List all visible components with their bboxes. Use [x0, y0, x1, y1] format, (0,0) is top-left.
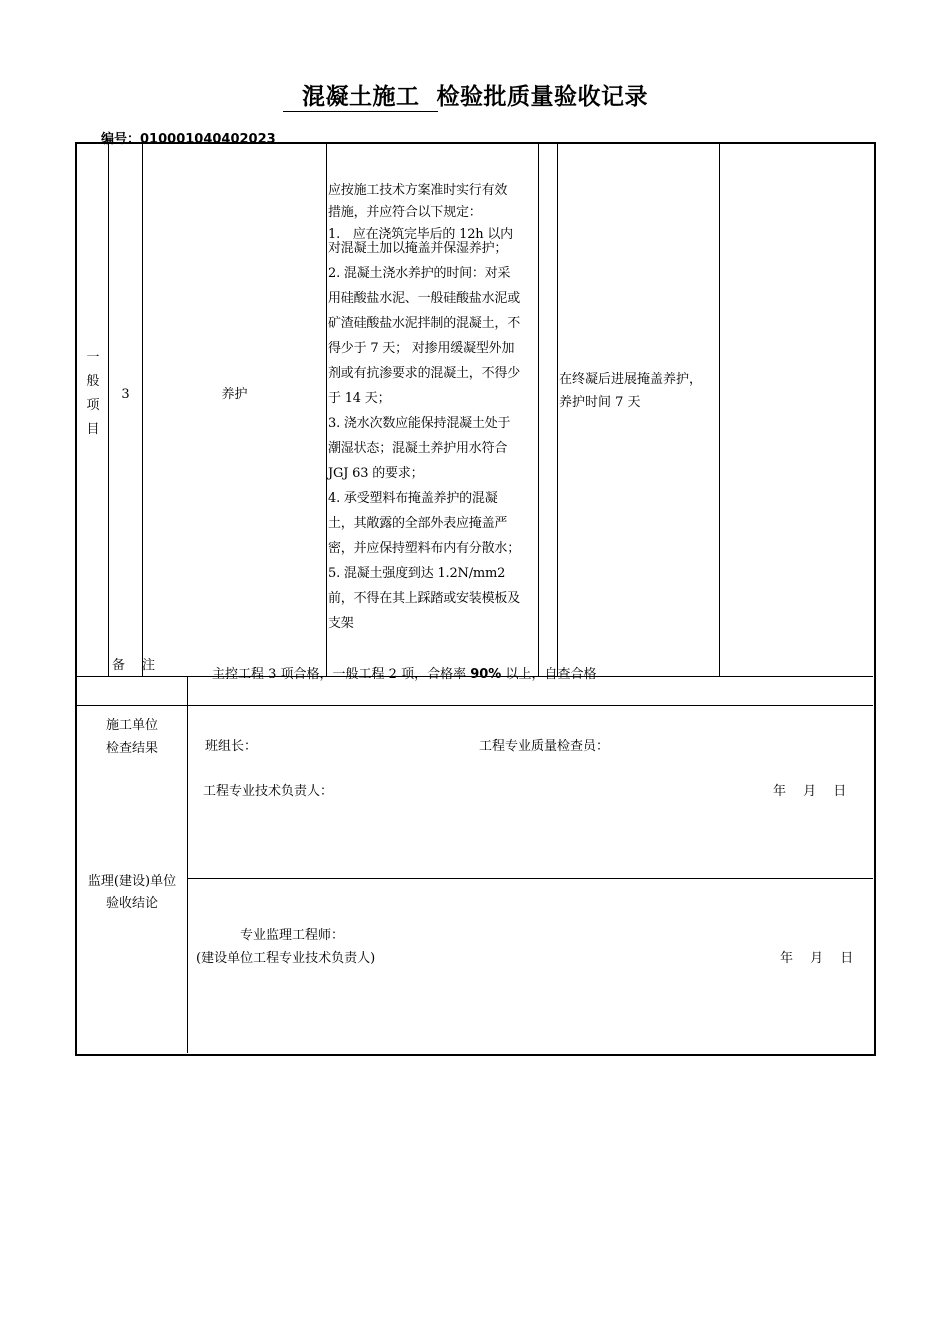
- standard-line: 土，其敞露的全部外表应掩盖严: [328, 516, 508, 531]
- col-rule-2: [142, 143, 143, 676]
- supervision-label-line-1: 监理(建设)单位: [87, 874, 177, 889]
- standard-line: JGJ 63 的要求；: [328, 466, 424, 481]
- remarks-label-a: 备: [112, 658, 126, 673]
- remarks-text: [212, 666, 596, 683]
- supervising-engineer-label: 专业监理工程师：: [240, 928, 345, 943]
- code-value: 010001040402023: [140, 132, 276, 147]
- construction-label: [77, 714, 187, 760]
- result-line: 养护时间 7 天: [559, 395, 641, 410]
- row-rule-construction: [76, 705, 873, 706]
- standard-line: 应按施工技术方案准时实行有效: [328, 183, 508, 198]
- remarks-text-b: 以上，自查合格: [501, 667, 597, 682]
- construction-label-line-2: 检查结果: [105, 741, 158, 756]
- standard-line: 3. 浇水次数应能保持混凝土处于: [328, 416, 511, 431]
- supervision-label-line-2: 验收结论: [105, 896, 158, 911]
- standard-line: 2. 混凝土浇水养护的时间：对采: [328, 266, 511, 281]
- standard-line: 得少于 7 天； 对掺用缓凝型外加: [328, 341, 515, 356]
- result-line: 在终凝后进展掩盖养护，: [559, 372, 703, 387]
- owner-representative-label: (建设单位工程专业技术负责人): [196, 951, 376, 966]
- category-char-3: 项: [86, 398, 100, 413]
- standard-text: [328, 178, 540, 636]
- title-part-1: 混凝土施工: [301, 84, 420, 110]
- pass-rate: 90%: [470, 667, 502, 682]
- label-col-rule: [187, 676, 188, 1053]
- standard-line: 1. 应在浇筑完毕后的 12h 以内: [328, 227, 513, 242]
- category-char-4: 目: [86, 422, 100, 437]
- quality-inspector-label: 工程专业质量检查员：: [479, 739, 610, 754]
- standard-line: 用硅酸盐水泥、一般硅酸盐水泥或: [328, 291, 521, 306]
- category-char-2: 般: [86, 374, 100, 389]
- construction-date: 年 月 日: [773, 784, 847, 799]
- remarks-text-a: 主控工程 3 项合格，一般工程 2 项，合格率: [212, 667, 471, 682]
- col-rule-5: [557, 143, 558, 676]
- col-rule-1: [108, 143, 109, 676]
- standard-line: 措施，并应符合以下规定：: [328, 205, 482, 220]
- category-label: [80, 346, 106, 442]
- row-rule-supervision: [187, 878, 873, 879]
- item-index: 3: [121, 387, 130, 402]
- standard-line: 剂或有抗渗要求的混凝土，不得少: [328, 366, 521, 381]
- col-rule-3: [326, 143, 327, 676]
- construction-label-line-1: 施工单位: [105, 718, 158, 733]
- standard-line: 潮湿状态；混凝土养护用水符合: [328, 441, 508, 456]
- title-part-2: 检验批质量验收记录: [436, 84, 648, 110]
- standard-line: 对混凝土加以掩盖并保湿养护；: [328, 241, 508, 256]
- tech-lead-label: 工程专业技术负责人：: [203, 784, 334, 799]
- standard-line: 4. 承受塑料布掩盖养护的混凝: [328, 491, 498, 506]
- page-title: [0, 78, 950, 111]
- title-underline: [283, 111, 438, 112]
- category-char-1: 一: [86, 350, 100, 365]
- col-rule-6: [719, 143, 720, 676]
- standard-line: 于 14 天；: [328, 391, 391, 406]
- standard-line: 5. 混凝土强度到达 1.2N/mm2: [328, 566, 506, 581]
- supervision-label: [77, 871, 187, 915]
- inspection-result: [559, 368, 719, 414]
- supervision-date: 年 月 日: [780, 951, 854, 966]
- standard-line: 矿渣硅酸盐水泥拌制的混凝土，不: [328, 316, 521, 331]
- standard-line: 支架: [328, 616, 354, 631]
- standard-line: 密，并应保持塑料布内有分散水；: [328, 541, 521, 556]
- standard-line: 前，不得在其上踩踏或安装模板及: [328, 591, 521, 606]
- remarks-label-b: 注: [142, 658, 156, 673]
- item-name: 养护: [221, 387, 248, 402]
- team-leader-label: 班组长：: [205, 739, 258, 754]
- code-label: 编号：: [101, 132, 141, 147]
